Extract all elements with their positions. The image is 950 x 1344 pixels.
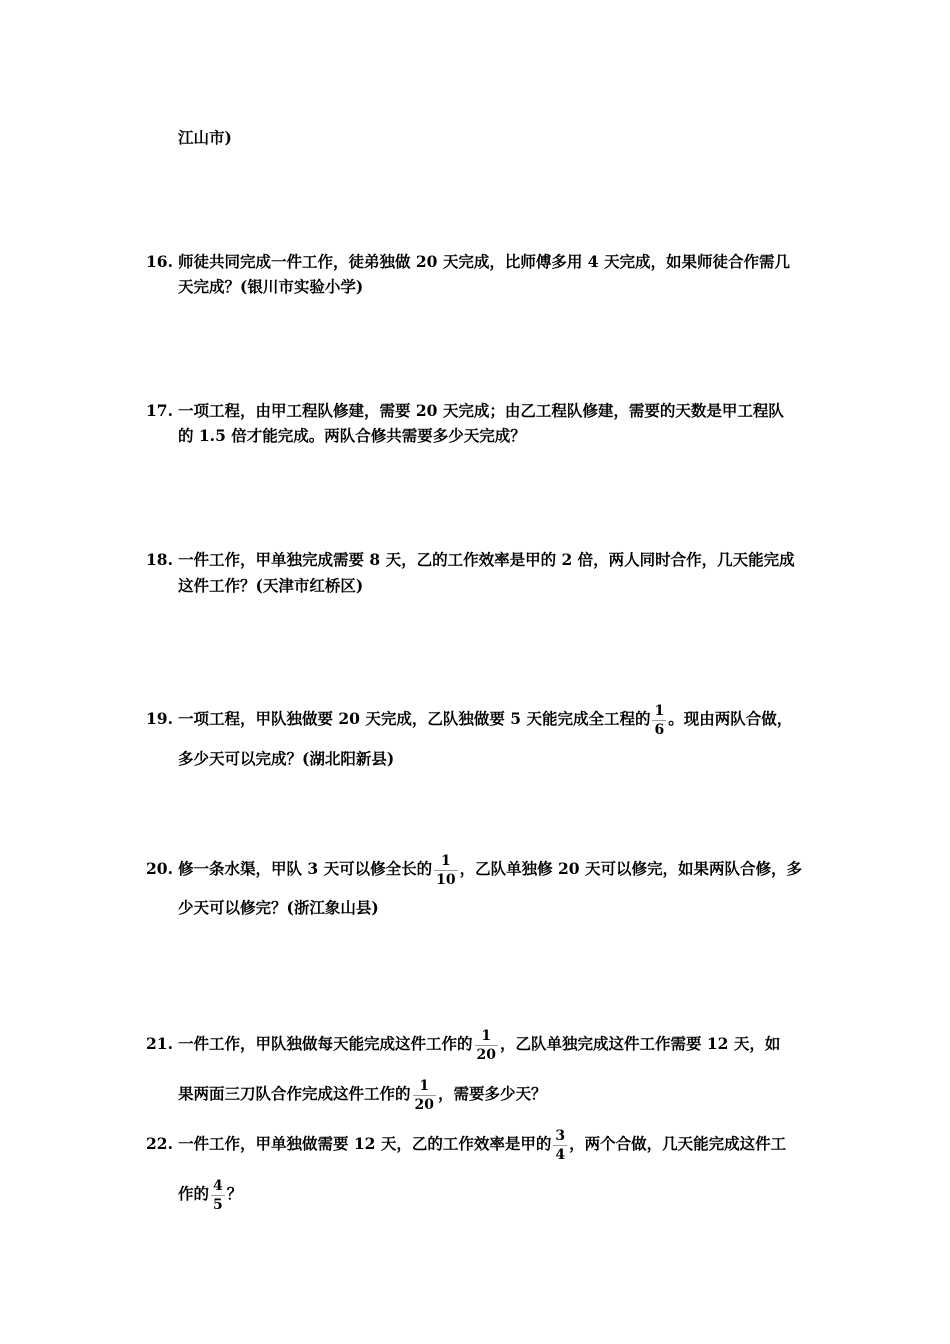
problem-text-line1: 一项工程，由甲工程队修建，需要 20 天完成；由乙工程队修建，需要的天数是甲工程队 [178,401,784,420]
text-segment: ，乙队单独修 20 天可以修完，如果两队合修，多 [459,859,802,878]
fraction-numerator: 4 [213,1177,223,1194]
text-segment: ，乙队单独完成这件工作需要 12 天，如 [500,1034,781,1053]
problem-number: 17. [146,401,173,420]
fraction-numerator: 1 [419,1077,430,1094]
fraction [652,704,666,737]
problem-number: 20. [146,859,173,878]
text-segment: 修一条水渠，甲队 3 天可以修全长的 [178,859,433,878]
problem-text-line2: 多少天可以完成？(湖北阳新县) [178,749,395,768]
fraction-denominator: 6 [654,721,665,738]
problem-text-line1 [178,701,792,737]
problem-text-line1 [178,851,802,887]
problem-text-line2: 的 1.5 倍才能完成。两队合修共需要多少天完成？ [178,426,526,445]
problem-number: 16. [146,252,173,271]
continuation-text: 江山市) [178,128,232,147]
fraction-denominator: 20 [414,1096,434,1113]
fraction-denominator: 10 [436,871,456,888]
problem-text-line2: 这件工作？(天津市红桥区) [178,576,364,595]
problem-number: 21. [146,1034,173,1053]
fraction-numerator: 1 [440,852,451,869]
fraction [413,1079,436,1112]
fraction [211,1179,225,1212]
text-segment: ？ [226,1184,243,1203]
problem-text-line1: 一件工作，甲单独完成需要 8 天，乙的工作效率是甲的 2 倍，两人同时合作，几天能完成 [178,550,795,569]
problem-number: 22. [146,1134,173,1153]
text-segment: ，需要多少天？ [438,1084,547,1103]
text-segment: 作的 [178,1184,210,1203]
problem-text-line2 [178,1076,547,1112]
fraction-numerator: 1 [481,1027,492,1044]
fraction-numerator: 1 [654,702,665,719]
text-segment: 一件工作，甲队独做每天能完成这件工作的 [178,1034,473,1053]
fraction-numerator: 3 [555,1127,566,1144]
text-segment: 。现由两队合做， [668,709,793,728]
fraction-denominator: 20 [476,1046,496,1063]
problem-number: 18. [146,550,173,569]
fraction [434,854,457,887]
text-segment: ，两个合做，几天能完成这件工 [569,1134,787,1153]
problem-text-line2: 天完成？(银川市实验小学) [178,277,364,296]
problem-text-line1 [178,1026,780,1062]
fraction-denominator: 4 [555,1146,566,1163]
problem-text-line2: 少天可以修完？(浙江象山县) [178,898,379,917]
fraction-denominator: 5 [213,1196,223,1213]
text-segment: 一件工作，甲单独做需要 12 天，乙的工作效率是甲的 [178,1134,552,1153]
problem-text-line2 [178,1176,242,1212]
fraction [475,1029,498,1062]
problem-text-line1 [178,1126,786,1162]
problem-number: 19. [146,709,173,728]
problem-text-line1: 师徒共同完成一件工作，徒弟独做 20 天完成，比师傅多用 4 天完成，如果师徒合作需几 [178,252,790,271]
text-segment: 果两面三刀队合作完成这件工作的 [178,1084,411,1103]
fraction [553,1129,567,1162]
text-segment: 一项工程，甲队独做要 20 天完成，乙队独做要 5 天能完成全工程的 [178,709,651,728]
